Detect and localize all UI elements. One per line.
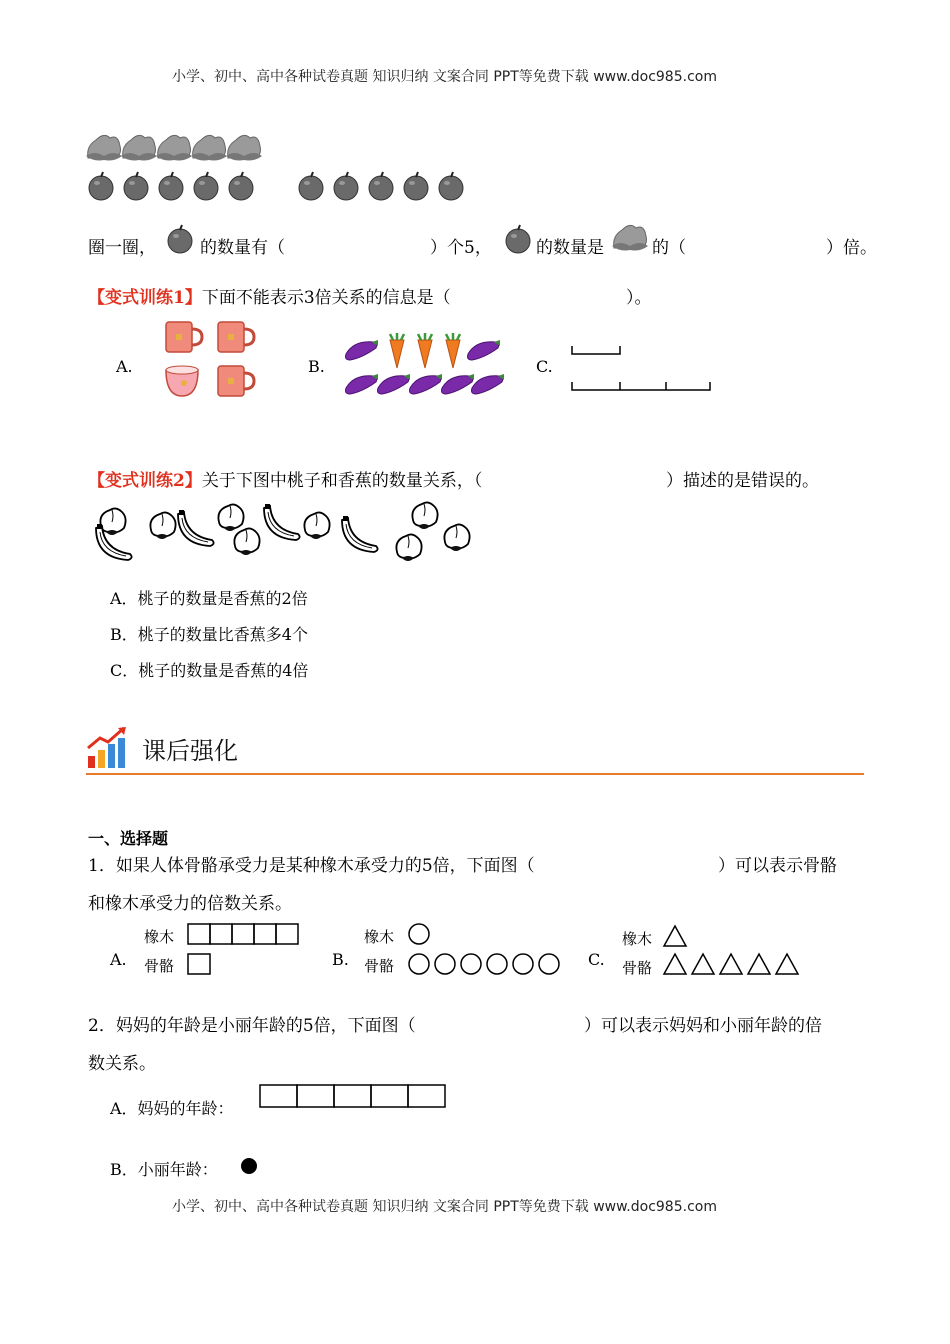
variant1-end: ）。 bbox=[626, 288, 652, 308]
variant1-tag: 【变式训练1】 bbox=[88, 288, 202, 308]
vegetables-figure bbox=[344, 330, 504, 402]
example-text-4: 的（ bbox=[652, 238, 686, 258]
peach-icon bbox=[191, 135, 227, 160]
variant1-option-c-label: C. bbox=[536, 357, 553, 376]
apple-icon bbox=[334, 172, 358, 200]
peach-icon bbox=[396, 534, 421, 561]
carrot-icon bbox=[446, 333, 460, 368]
rectangle-shape bbox=[371, 1085, 408, 1107]
label-wood: 橡木 bbox=[364, 928, 395, 946]
q1-line1-end: ）可以表示骨骼 bbox=[718, 856, 837, 876]
circle-shape bbox=[487, 954, 507, 974]
circle-shape bbox=[461, 954, 481, 974]
label-bone: 骨骼 bbox=[622, 959, 653, 977]
page-footer: 小学、初中、高中各种试卷真题 知识归纳 文案合同 PPT等免费下载 www.doc985.com bbox=[172, 1199, 717, 1215]
label-bone: 骨骼 bbox=[144, 957, 175, 975]
apple-icon bbox=[369, 172, 393, 200]
variant2-end: ）描述的是错误的。 bbox=[666, 471, 819, 491]
segment-diagram bbox=[570, 344, 716, 394]
peach-icon bbox=[218, 504, 243, 531]
q2-line1: 2．妈妈的年龄是小丽年龄的5倍，下面图（ bbox=[88, 1016, 416, 1036]
triangle-shape bbox=[664, 954, 686, 974]
apple-icon bbox=[404, 172, 428, 200]
peach-icon bbox=[412, 502, 437, 529]
q2-line2: 数关系。 bbox=[88, 1054, 156, 1074]
eggplant-icon bbox=[468, 340, 501, 360]
example-text-2: ）个5， bbox=[430, 238, 492, 258]
variant2-option-c: C．桃子的数量是香蕉的4倍 bbox=[110, 661, 309, 680]
q2-a-diagram bbox=[258, 1083, 448, 1111]
apple-icon bbox=[194, 172, 218, 200]
section-title: 课后强化 bbox=[142, 737, 238, 765]
peach-banana-figure bbox=[90, 498, 480, 564]
apple-icon bbox=[504, 224, 534, 254]
peach-icon bbox=[121, 135, 157, 160]
peach-icon bbox=[304, 512, 329, 539]
label-bone: 骨骼 bbox=[364, 957, 395, 975]
q1-option-c-label: C. bbox=[588, 950, 605, 969]
peach-row-figure bbox=[86, 130, 266, 164]
mug-icon bbox=[218, 366, 254, 396]
variant1-question bbox=[88, 283, 451, 308]
peach-icon bbox=[156, 135, 192, 160]
square-shape bbox=[232, 924, 254, 944]
short-segment bbox=[572, 346, 620, 354]
eggplant-icon bbox=[410, 374, 443, 394]
part1-title: 一、选择题 bbox=[88, 829, 169, 848]
banana-icon bbox=[178, 510, 214, 546]
triangle-shape bbox=[664, 926, 686, 946]
mug-icon bbox=[218, 322, 254, 352]
apple-row-figure bbox=[88, 170, 468, 202]
square-shape bbox=[276, 924, 298, 944]
q1-line1: 1．如果人体骨骼承受力是某种橡木承受力的5倍，下面图（ bbox=[88, 856, 535, 876]
text-prefix: 圈一圈， bbox=[88, 238, 156, 258]
eggplant-icon bbox=[346, 374, 379, 394]
eggplant-icon bbox=[442, 374, 475, 394]
chart-trend-icon bbox=[86, 726, 130, 770]
circle-shape bbox=[513, 954, 533, 974]
eggplant-icon bbox=[472, 374, 505, 394]
label-wood: 橡木 bbox=[622, 930, 653, 948]
peach-icon bbox=[150, 512, 175, 539]
square-shape bbox=[188, 954, 210, 974]
peach-icon bbox=[234, 528, 259, 555]
bowl-icon bbox=[166, 366, 198, 396]
eggplant-icon bbox=[346, 340, 379, 360]
circle-shape bbox=[435, 954, 455, 974]
q1-line2: 和橡木承受力的倍数关系。 bbox=[88, 894, 292, 914]
section-rule bbox=[86, 773, 864, 775]
peach-icon bbox=[100, 508, 125, 535]
q2-option-a: A．妈妈的年龄： bbox=[110, 1099, 234, 1118]
circle-shape bbox=[409, 924, 429, 944]
carrot-icon bbox=[390, 333, 404, 368]
variant2-option-a: A．桃子的数量是香蕉的2倍 bbox=[110, 589, 308, 608]
rectangle-shape bbox=[334, 1085, 371, 1107]
q1-a-diagram bbox=[186, 922, 304, 978]
triangle-shape bbox=[776, 954, 798, 974]
triangle-shape bbox=[720, 954, 742, 974]
apple-icon bbox=[159, 172, 183, 200]
apple-icon bbox=[166, 224, 196, 254]
peach-icon bbox=[612, 220, 652, 254]
filled-circle-shape bbox=[240, 1157, 260, 1177]
apple-icon bbox=[439, 172, 463, 200]
variant1-text: 下面不能表示3倍关系的信息是（ bbox=[201, 288, 451, 308]
square-shape bbox=[254, 924, 276, 944]
q1-b-diagram bbox=[406, 922, 568, 978]
circle-shape bbox=[539, 954, 559, 974]
eggplant-icon bbox=[378, 374, 411, 394]
apple-icon bbox=[229, 172, 253, 200]
page-header: 小学、初中、高中各种试卷真题 知识归纳 文案合同 PPT等免费下载 www.doc985.com bbox=[172, 69, 717, 85]
q1-option-a-label: A. bbox=[110, 950, 127, 969]
variant2-text: 关于下图中桃子和香蕉的数量关系，（ bbox=[201, 471, 483, 491]
peach-icon bbox=[86, 135, 122, 160]
q1-option-b-label: B. bbox=[332, 950, 349, 969]
square-shape bbox=[210, 924, 232, 944]
variant1-option-b-label: B. bbox=[308, 357, 325, 376]
carrot-icon bbox=[418, 333, 432, 368]
q1-c-diagram bbox=[662, 924, 804, 980]
q2-option-b: B．小丽年龄： bbox=[110, 1160, 218, 1179]
banana-icon bbox=[264, 504, 300, 540]
triangle-shape bbox=[692, 954, 714, 974]
rectangle-shape bbox=[297, 1085, 334, 1107]
example-text-5: ）倍。 bbox=[826, 238, 877, 258]
circle-shape bbox=[409, 954, 429, 974]
long-segment bbox=[572, 382, 710, 390]
variant2-option-b: B．桃子的数量比香蕉多4个 bbox=[110, 625, 308, 644]
rectangle-shape bbox=[408, 1085, 445, 1107]
square-shape bbox=[188, 924, 210, 944]
q2-line1-end: ）可以表示妈妈和小丽年龄的倍 bbox=[584, 1016, 822, 1036]
variant1-option-a-label: A. bbox=[116, 357, 133, 376]
variant2-question bbox=[88, 466, 482, 491]
peach-icon bbox=[226, 135, 262, 160]
rectangle-shape bbox=[260, 1085, 297, 1107]
apple-icon bbox=[124, 172, 148, 200]
banana-icon bbox=[342, 516, 378, 552]
label-wood: 橡木 bbox=[144, 928, 175, 946]
example-text-1: 的数量有（ bbox=[200, 238, 285, 258]
variant2-tag: 【变式训练2】 bbox=[88, 471, 202, 491]
example-question bbox=[88, 233, 156, 258]
triangle-shape bbox=[748, 954, 770, 974]
apple-icon bbox=[89, 172, 113, 200]
peach-icon bbox=[444, 524, 469, 551]
mug-icon bbox=[166, 322, 202, 352]
example-text-3: 的数量是 bbox=[536, 238, 604, 258]
apple-icon bbox=[299, 172, 323, 200]
cups-figure bbox=[162, 318, 258, 400]
